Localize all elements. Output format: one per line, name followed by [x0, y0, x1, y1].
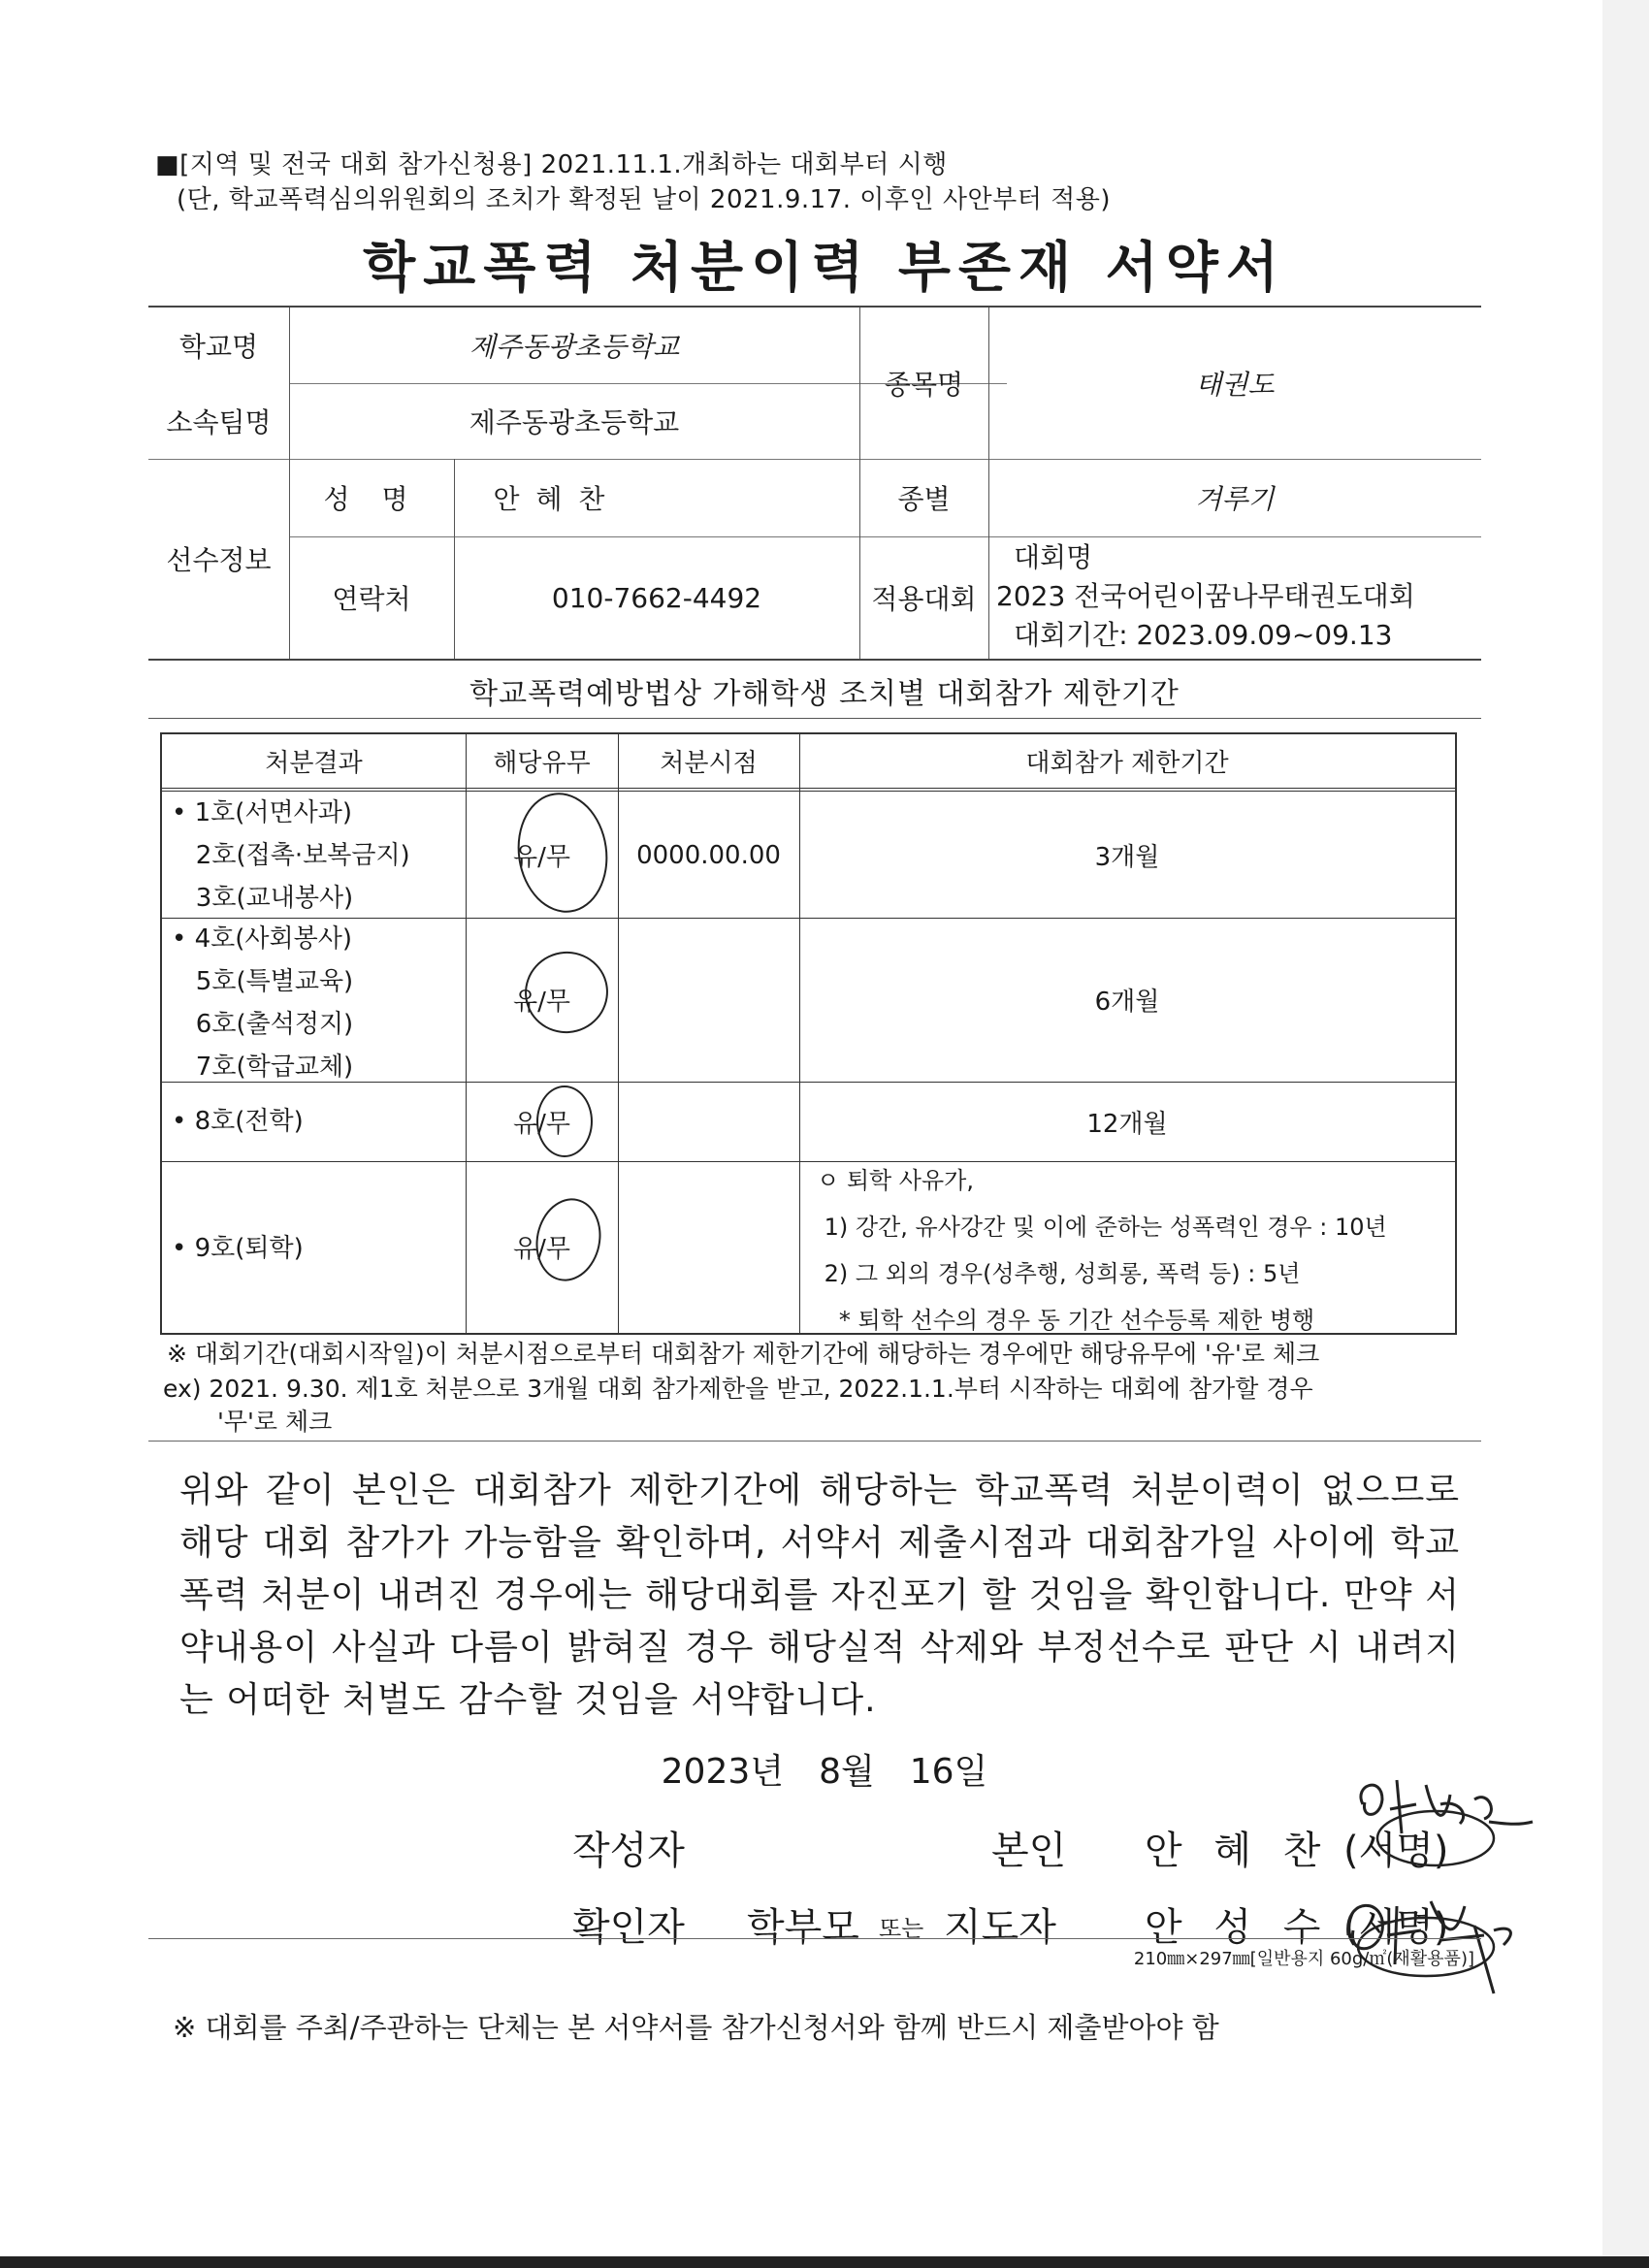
- footnote-1: ※ 대회기간(대회시작일)이 처분시점으로부터 대회참가 제한기간에 해당하는 경우에만 해당유무에 '유'로 체크: [167, 1340, 1320, 1368]
- handwritten-signature-2: [1339, 1877, 1533, 2003]
- bottom-note: ※ 대회를 주최/주관하는 단체는 본 서약서를 참가신청서와 함께 반드시 제출받아야 함: [173, 2011, 1219, 2044]
- header-result: 처분결과: [265, 749, 363, 778]
- sanction-table: [160, 732, 1457, 1335]
- row1-choice: 유/무: [513, 843, 570, 872]
- competition-label: 적용대회: [871, 583, 977, 615]
- player-label: 선수정보: [166, 544, 272, 576]
- self-label: 본인: [991, 1829, 1067, 1873]
- row4-period: ㅇ 퇴학 사유가, 1) 강간, 유사강간 및 이에 준하는 성폭력인 경우 : 10년 2) 그 외의 경우(성추행, 성희롱, 폭력 등) : 5년 * 퇴학 선수의 경우 동 기간 선수등록 제한 병행: [817, 1167, 1387, 1334]
- row2-categories: • 4호(사회봉사) 5호(특별교육) 6호(출석정지) 7호(학급교체): [172, 924, 354, 1082]
- competition-period: 대회기간: 2023.09.09~09.13: [1014, 619, 1393, 651]
- name-value: 안 혜 찬: [493, 483, 609, 515]
- row2-choice: 유/무: [513, 988, 570, 1017]
- competition-name-label: 대회명: [1014, 541, 1093, 573]
- pledge-text: 위와 같이 본인은 대회참가 제한기간에 해당하는 학교폭력 처분이력이 없으므로 해당 대회 참가가 가능함을 확인하며, 서약서 제출시점과 대회참가일 사이에 학교폭력 처분이 내려진 경우에는 해당대회를 자진포기 할 것임을 확인합니다. 만약 서약내용이 사실과 다름이 밝혀질 경우 해당실적 삭제와 부정선수로 판단 시 내려지는 어떠한 처벌도 감수할 것임을 서약합니다.: [179, 1471, 1460, 1720]
- or-label: 또는: [879, 1915, 924, 1942]
- team-label: 소속팀명: [166, 406, 272, 438]
- header-period: 대회참가 제한기간: [1025, 749, 1229, 778]
- row2-period: 6개월: [1094, 988, 1160, 1017]
- row1-categories: • 1호(서면사과) 2호(접촉·보복금지) 3호(교내봉사): [172, 798, 410, 913]
- sign-mark-2: (서명): [1343, 1905, 1449, 1950]
- event-label: 종별: [897, 483, 951, 515]
- row1-date: 0000.00.00: [636, 840, 781, 870]
- restriction-title: 학교폭력예방법상 가해학생 조치별 대회참가 제한기간: [469, 677, 1180, 711]
- name-label: 성 명: [323, 483, 420, 515]
- row4-choice: 유/무: [513, 1235, 570, 1264]
- date-year: 2023년: [661, 1752, 785, 1792]
- competition-info: [996, 538, 1415, 655]
- scan-edge: [1602, 0, 1649, 2268]
- guardian-label: 학부모: [747, 1905, 859, 1950]
- competition-name: 2023 전국어린이꿈나무태권도대회: [996, 580, 1415, 612]
- sport-label: 종목명: [884, 369, 964, 401]
- header-date: 처분시점: [660, 749, 758, 778]
- footnote-3: '무'로 체크: [217, 1408, 333, 1436]
- row3-choice: 유/무: [513, 1109, 570, 1139]
- row1-period: 3개월: [1094, 843, 1160, 872]
- coach-name: 안 성 수: [1145, 1905, 1331, 1950]
- sign-mark-1: (서명): [1343, 1829, 1449, 1873]
- notice-line-2: (단, 학교폭력심의위원회의 조치가 확정된 날이 2021.9.17. 이후인 사안부터 적용): [177, 185, 1112, 214]
- notice: [155, 147, 1111, 217]
- row4-categories: • 9호(퇴학): [172, 1234, 304, 1263]
- contact-value: 010-7662-4492: [551, 581, 762, 614]
- notice-line-1: ■[지역 및 전국 대회 참가신청용] 2021.11.1.개최하는 대회부터 시행: [155, 150, 948, 179]
- footnote-2: ex) 2021. 9.30. 제1호 처분으로 3개월 대회 참가제한을 받고, 2022.1.1.부터 시작하는 대회에 참가할 경우: [163, 1375, 1313, 1403]
- date-day: 16일: [909, 1752, 988, 1792]
- document-title: 학교폭력 처분이력 부존재 서약서: [363, 237, 1286, 300]
- row3-categories: • 8호(전학): [172, 1107, 304, 1136]
- header-applicable: 해당유무: [493, 749, 591, 778]
- team-value: 제주동광초등학교: [469, 406, 680, 438]
- row3-period: 12개월: [1086, 1109, 1168, 1139]
- school-value: 제주동광초등학교: [469, 331, 680, 363]
- writer-label: 작성자: [572, 1829, 685, 1873]
- confirmer-label: 확인자: [572, 1905, 685, 1950]
- contact-label: 연락처: [332, 583, 411, 615]
- paper-spec: 210㎜×297㎜[일반용지 60g/㎡(재활용품)]: [1133, 1949, 1474, 1969]
- row3-check-circle: [536, 1085, 593, 1157]
- scan-edge-bottom: [0, 2256, 1649, 2268]
- event-value: 겨루기: [1195, 483, 1275, 515]
- school-label: 학교명: [178, 331, 259, 363]
- sport-value: 태권도: [1195, 369, 1275, 401]
- info-table: [148, 306, 1481, 661]
- date-month: 8월: [819, 1752, 875, 1792]
- coach-label: 지도자: [944, 1905, 1056, 1950]
- handwritten-signature-1: [1343, 1766, 1547, 1872]
- self-name: 안 혜 찬: [1145, 1829, 1331, 1873]
